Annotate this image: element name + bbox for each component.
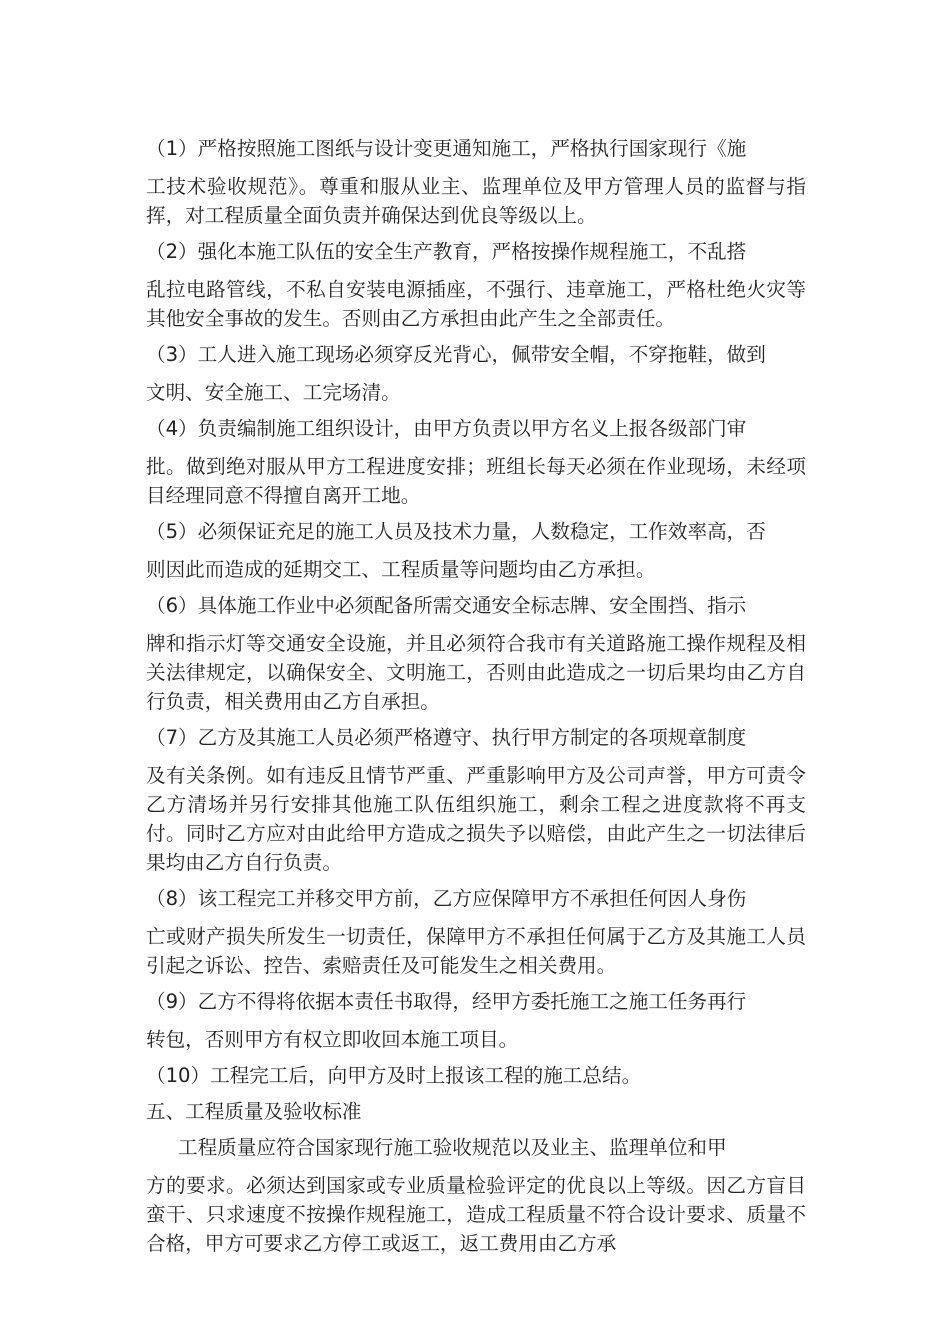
clause-2-continuation: 乱拉电路管线，不私自安装电源插座，不强行、违章施工，严格杜绝火灾等其他安全事故的发生。否则由乙方承担由此产生之全部责任。 xyxy=(146,278,806,330)
clause-3 xyxy=(146,340,806,407)
clause-6-continuation: 牌和指示灯等交通安全设施，并且必须符合我市有关道路施工操作规程及相关法律规定，以确保安全、文明施工，否则由此造成之一切后果均由乙方自行负责，相关费用由乙方自承担。 xyxy=(146,632,806,713)
clause-9 xyxy=(146,987,806,1054)
clause-2-line-1: （2）强化本施工队伍的安全生产教育，严格按操作规程施工，不乱搭 xyxy=(146,240,747,263)
clause-2 xyxy=(146,237,806,333)
clause-8-line-1: （8）该工程完工并移交甲方前，乙方应保障甲方不承担任何因人身伤 xyxy=(146,887,747,910)
clause-7-continuation: 及有关条例。如有违反且情节严重、严重影响甲方及公司声誉，甲方可责令乙方清场并另行安排其他施工队伍组织施工，剩余工程之进度款将不再支付。同时乙方应对由此给甲方造成之损失予以赔偿，由此产生之一切法律后果均由乙方自行负责。 xyxy=(146,764,806,874)
clause-1 xyxy=(146,134,806,230)
document-body xyxy=(146,134,806,1265)
clause-3-line-1: （3）工人进入施工现场必须穿反光背心，佩带安全帽，不穿拖鞋，做到 xyxy=(146,343,766,366)
clause-8 xyxy=(146,884,806,980)
clause-5 xyxy=(146,517,806,584)
section-5-continuation: 方的要求。必须达到国家或专业质量检验评定的优良以上等级。因乙方盲目蛮干、只求速度不按操作规程施工，造成工程质量不符合设计要求、质量不合格，甲方可要求乙方停工或返工，返工费用由乙方承 xyxy=(146,1174,806,1255)
section-5-heading: 五、工程质量及验收标准 xyxy=(146,1100,362,1123)
section-5-body xyxy=(146,1133,806,1258)
clause-6-line-1: （6）具体施工作业中必须配备所需交通安全标志牌、安全围挡、指示 xyxy=(146,594,747,617)
clause-1-line-1: （1）严格按照施工图纸与设计变更通知施工，严格执行国家现行《施 xyxy=(146,137,747,160)
clause-7-line-1: （7）乙方及其施工人员必须严格遵守、执行甲方制定的各项规章制度 xyxy=(146,726,747,749)
clause-4-continuation: 批。做到绝对服从甲方工程进度安排；班组长每天必须在作业现场，未经项目经理同意不得擅自离开工地。 xyxy=(146,455,806,507)
clause-6 xyxy=(146,591,806,716)
clause-9-line-1: （9）乙方不得将依据本责任书取得，经甲方委托施工之施工任务再行 xyxy=(146,990,747,1013)
section-5-line-1: 工程质量应符合国家现行施工验收规范以及业主、监理单位和甲 xyxy=(178,1136,727,1159)
clause-10: （10）工程完工后，向甲方及时上报该工程的施工总结。 xyxy=(146,1064,642,1087)
clause-3-continuation: 文明、安全施工、工完场清。 xyxy=(146,381,401,404)
clause-4-line-1: （4）负责编制施工组织设计，由甲方负责以甲方名义上报各级部门审 xyxy=(146,417,747,440)
clause-5-line-1: （5）必须保证充足的施工人员及技术力量，人数稳定，工作效率高，否 xyxy=(146,520,766,543)
clause-8-continuation: 亡或财产损失所发生一切责任，保障甲方不承担任何属于乙方及其施工人员引起之诉讼、控告、索赔责任及可能发生之相关费用。 xyxy=(146,925,806,977)
clause-1-continuation: 工技术验收规范》。尊重和服从业主、监理单位及甲方管理人员的监督与指挥，对工程质量全面负责并确保达到优良等级以上。 xyxy=(146,175,806,227)
clause-4 xyxy=(146,414,806,510)
clause-9-continuation: 转包，否则甲方有权立即收回本施工项目。 xyxy=(146,1028,519,1051)
clause-7 xyxy=(146,723,806,877)
clause-5-continuation: 则因此而造成的延期交工、工程质量等问题均由乙方承担。 xyxy=(146,558,656,581)
